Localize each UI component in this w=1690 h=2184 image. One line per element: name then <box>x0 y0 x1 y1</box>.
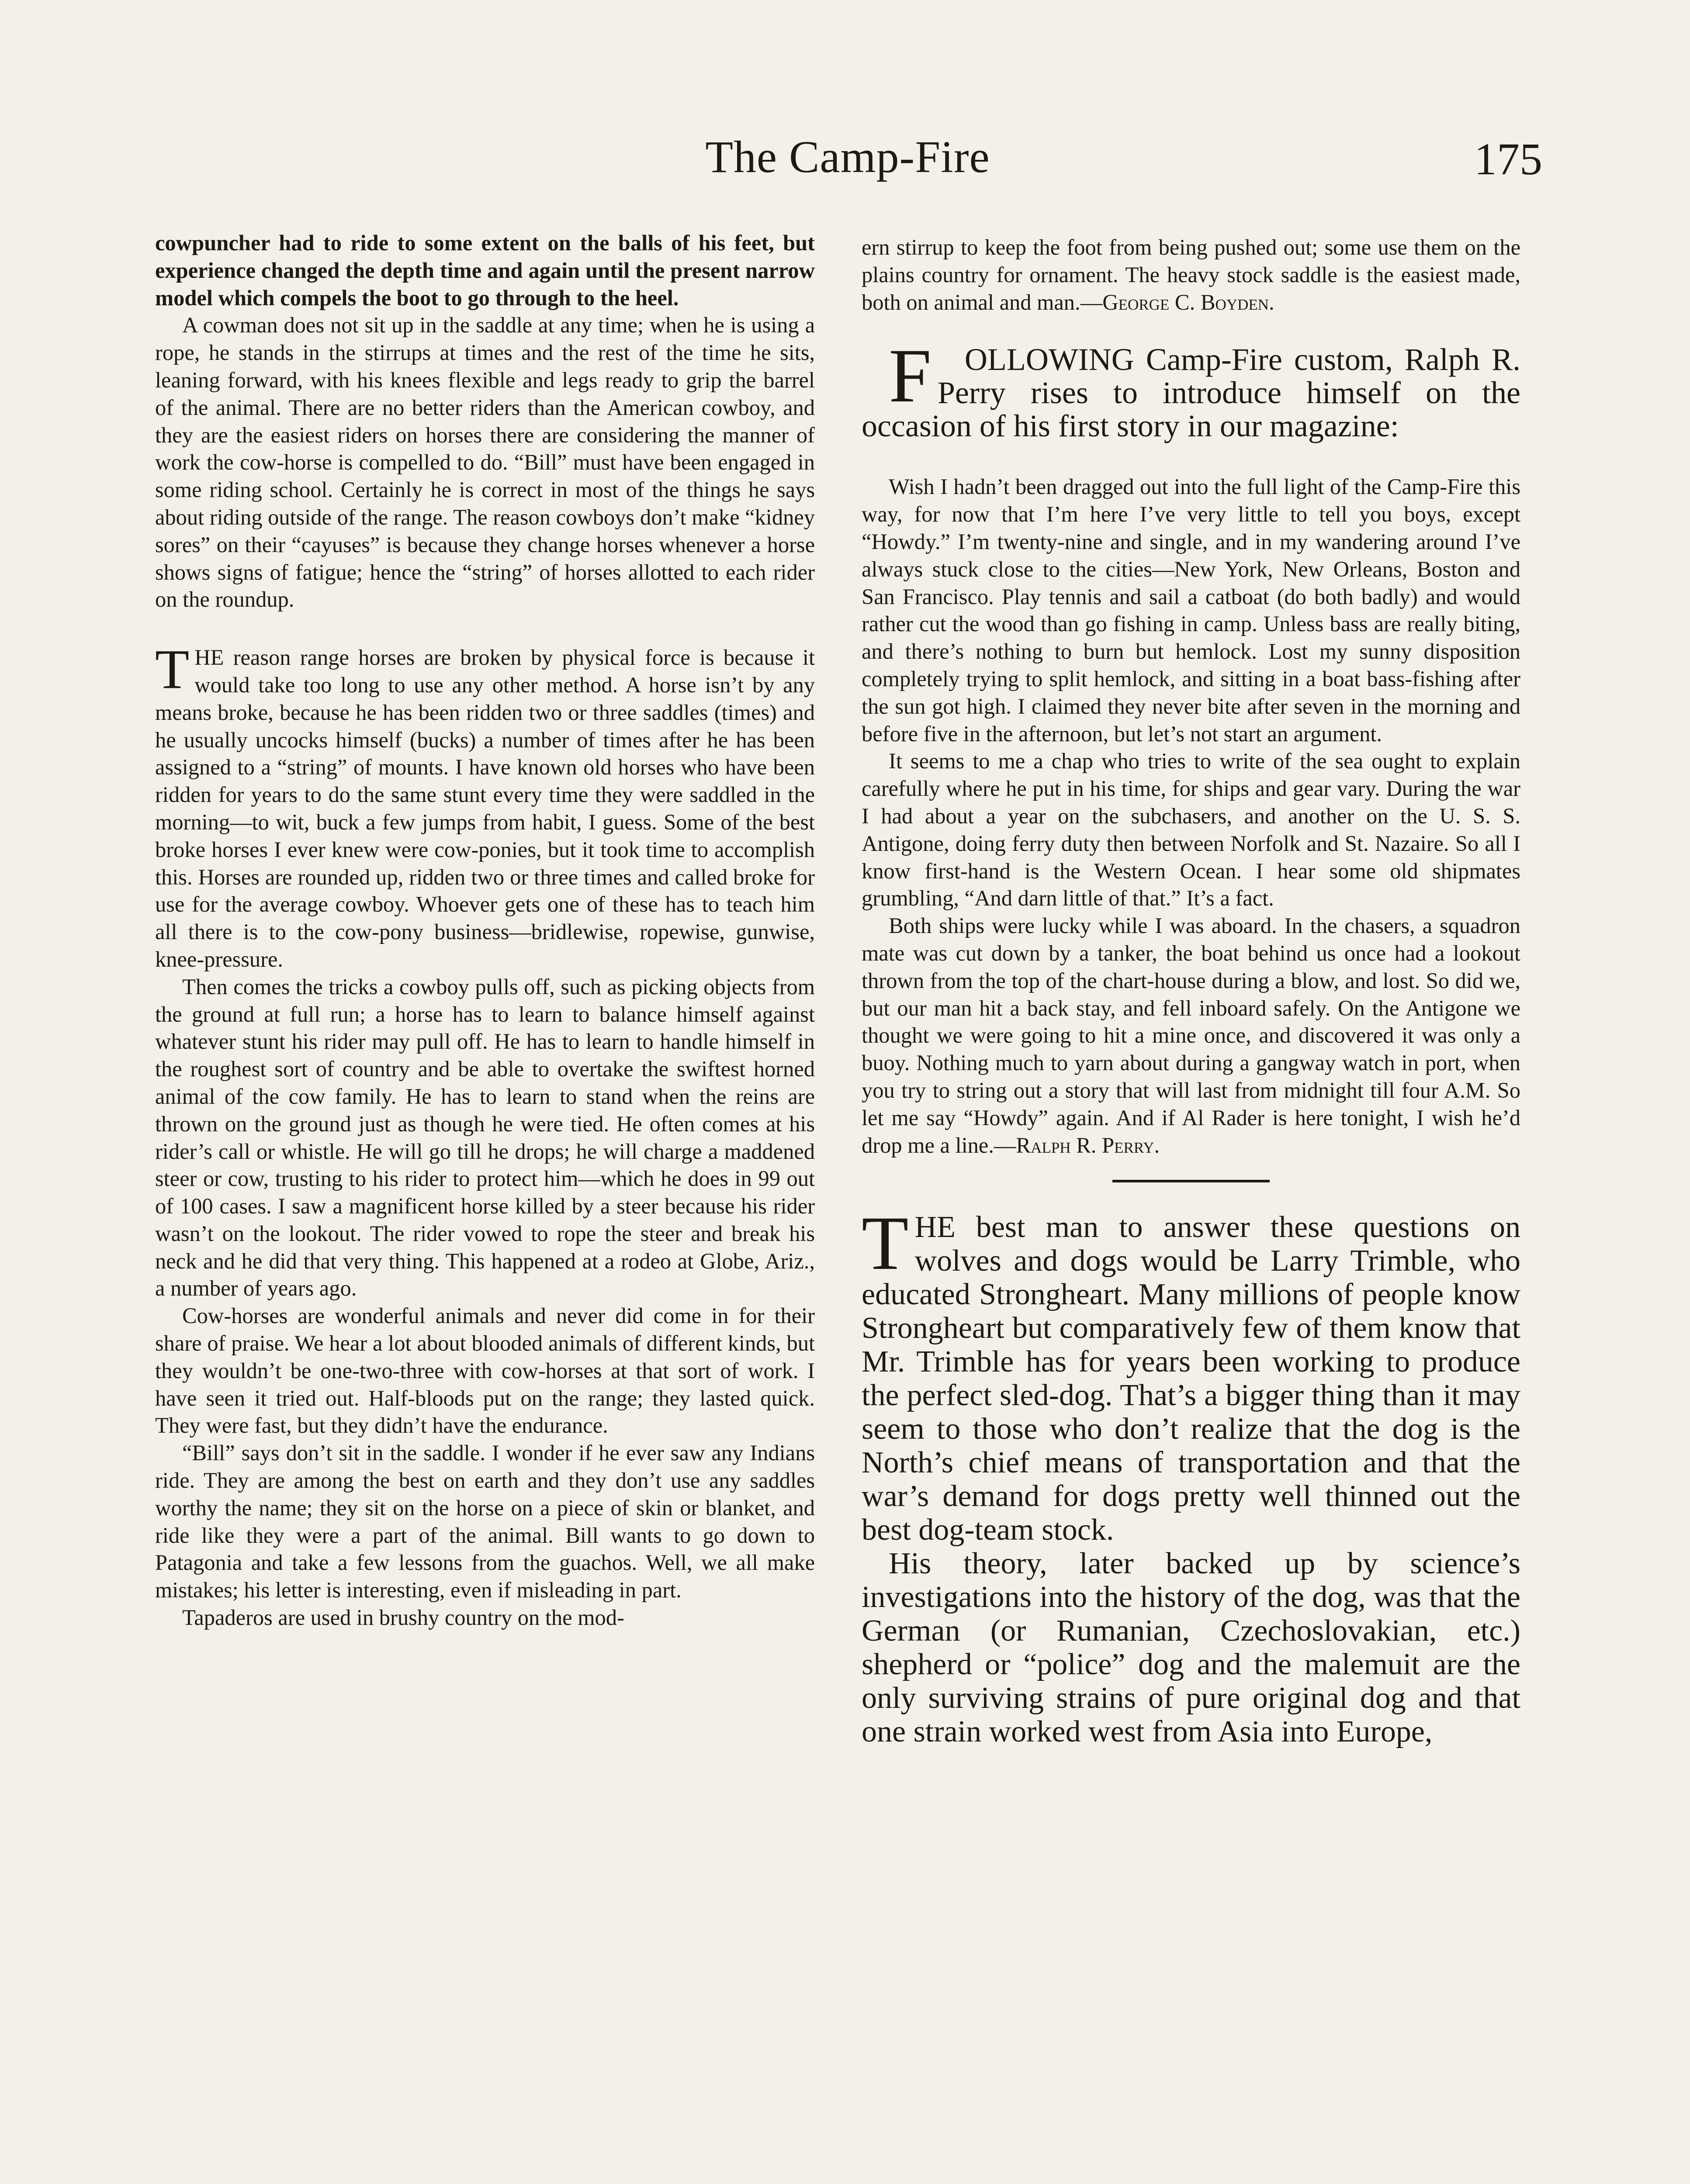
paragraph-text: HE reason range horses are broken by physical force is because it would take too long to use any other method. A horse isn’t by any means broke, because he has been ridden two or three saddles (times) and he usually uncocks himself (bucks) a number of times after he has been assigned to a “string” of mounts. I have known old horses who have been ridden for years to do the same stunt every time they were saddled in the morning—to wit, buck a few jumps from habit, I guess. Some of the best broke horses I ever knew were cow-ponies, but it took time to accomplish this. Horses are rounded up, ridden two or three times and called broke for use for the average cowboy. Whoever gets one of these has to teach him all there is to the cow-pony business—bridlewise, ropewise, gunwise, knee-pressure. <box>155 645 815 971</box>
paragraph: Tapaderos are used in brushy country on the mod- <box>182 1605 624 1630</box>
paragraph-text: Both ships were lucky while I was aboard. In the chasers, a squadron mate was cut down by a tanker, the boat behind us once had a lookout thrown from the top of the chart-house during a blow, and lost. So did we, but our man hit a back stay, and fell inboard safely. On the Antigone we thought we were going to hit a mine once, and discovered it was only a buoy. Nothing much to yarn about during a gangway watch in port, when you try to string out a story that will last from midnight till four A.M. So let me say “Howdy” again. And if Al Rader is here tonight, I wish he’d drop me a line.— <box>862 913 1520 1158</box>
drop-cap: T <box>862 1201 909 1286</box>
letter-body <box>862 473 1520 1159</box>
letter-continuation <box>862 234 1520 316</box>
section-gap <box>155 613 815 644</box>
paragraph <box>862 1201 1520 1547</box>
paragraph: A cowman does not sit up in the saddle at any time; when he is using a rope, he stands in the stirrups at times and the rest of the time he sits, leaning forward, with his knees flexible and legs ready to grip the barrel of the animal. There are no better riders than the American cowboy, and they are the easiest riders on horses there are considering the manner of work the cow-horse is compelled to do. “Bill” must have been engaged in some riding school. Certainly he is correct in most of the things he says about riding outside of the range. The reason cowboys don’t make “kidney sores” on their “cayuses” is because they change horses whenever a horse shows signs of fatigue; hence the “string” of horses allotted to each rider on the roundup. <box>155 313 815 612</box>
left-column <box>155 229 815 1631</box>
editor-response <box>862 1201 1520 1749</box>
paragraph <box>862 234 1520 316</box>
section-gap <box>862 442 1520 473</box>
paragraph <box>862 912 1520 1159</box>
paragraph: cowpuncher had to ride to some extent on the balls of his feet, but experience changed the depth time and again until the present narrow model which compels the boot to go through to the heel. <box>155 231 815 310</box>
section-opening-paragraph <box>155 638 815 973</box>
section-divider-rule <box>1112 1180 1270 1182</box>
right-column <box>862 234 1520 1749</box>
editor-intro <box>862 333 1520 444</box>
paragraph: Wish I hadn’t been dragged out into the full light of the Camp-Fire this way, for now that I’m here I’ve very little to tell you boys, except “Howdy.” I’m twenty-nine and single, and in my wandering around I’ve always stuck close to the cities—New York, New Orleans, Boston and San Francisco. Play tennis and sail a catboat (do both badly) and would rather cut the wood than go fishing in camp. Unless bass are really biting, and there’s nothing to burn but hemlock. Lost my sunny disposition completely trying to split hemlock, and sitting in a boat bass-fishing after the sun got high. I claimed they never bite after seven in the morning and before five in the afternoon, but let’s not start an argument. <box>862 474 1520 746</box>
drop-cap: T <box>155 638 190 701</box>
intro-text: OLLOWING Camp-Fire custom, Ralph R. Perry rises to introduce himself on the occasion of his first story in our magazine: <box>862 342 1520 444</box>
paragraph: Cow-horses are wonderful animals and never did come in for their share of praise. We hear a lot about blooded animals of different kinds, but they wouldn’t be one-two-three with cow-horses at that sort of work. I have seen it tried out. Half-bloods put on the range; they lasted quick. They were fast, but they didn’t have the endurance. <box>155 1303 815 1438</box>
signature: Ralph R. Perry. <box>1016 1133 1160 1158</box>
paragraph: Then comes the tricks a cowboy pulls off, such as picking objects from the ground at full run; a horse has to learn to balance himself against whatever stunt his rider may pull off. He has to learn to handle himself in the roughest sort of country and be able to overtake the swiftest horned animal of the cow family. He has to learn to stand when the reins are thrown on the ground just as though he were tied. He often comes at his rider’s call or whistle. He will go till he drops; he will charge a maddened steer or cow, trusting to his rider to protect him—which he does in 99 out of 100 cases. I saw a magnificent horse killed by a steer because his rider wasn’t on the lookout. The rider vowed to rope the steer and break his neck and he did that very thing. This happened at a rodeo at Globe, Ariz., a number of years ago. <box>155 974 815 1301</box>
paragraph: It seems to me a chap who tries to write of the sea ought to explain carefully where he put in his time, for ships and gear vary. During the war I had about a year on the subchasers, and another on the U. S. S. Antigone, doing ferry duty then between Norfolk and St. Nazaire. So all I know first-hand is the Western Ocean. I hear some old shipmates grumbling, “And darn little of that.” It’s a fact. <box>862 749 1520 911</box>
paragraph: “Bill” says don’t sit in the saddle. I wonder if he ever saw any Indians ride. They are among the best on earth and they don’t use any saddles worthy the name; they sit on the horse on a piece of skin or blanket, and ride like they were a part of the animal. Bill wants to go down to Patagonia and take a few lessons from the guachos. Well, we all make mistakes; his letter is interesting, even if misleading in part. <box>155 1441 815 1603</box>
section-gap <box>862 316 1520 343</box>
running-header-title: The Camp-Fire <box>705 132 990 182</box>
page-number: 175 <box>1474 134 1542 184</box>
signature: George C. Boyden. <box>1102 290 1274 314</box>
paragraph-text: HE best man to answer these questions on wolves and dogs would be Larry Trimble, who educated Strongheart. Many millions of people know Strongheart but comparatively few of them know that Mr. Trimble has for years been working to produce the perfect sled-dog. That’s a bigger thing than it may seem to those who don’t realize that the dog is the North’s chief means of transportation and that the war’s demand for dogs pretty well thinned out the best dog-team stock. <box>862 1210 1520 1547</box>
drop-cap: F <box>889 333 932 419</box>
paragraph: His theory, later backed up by science’s investigations into the history of the dog, was that the German (or Rumanian, Czechoslovakian, etc.) shepherd or “police” dog and the malemuit are the only surviving strains of pure original dog and that one strain worked west from Asia into Europe, <box>862 1547 1520 1749</box>
paragraph-text: ern stirrup to keep the foot from being pushed out; some use them on the plains country for ornament. The heavy stock saddle is the easiest made, both on animal and man.— <box>862 235 1520 314</box>
